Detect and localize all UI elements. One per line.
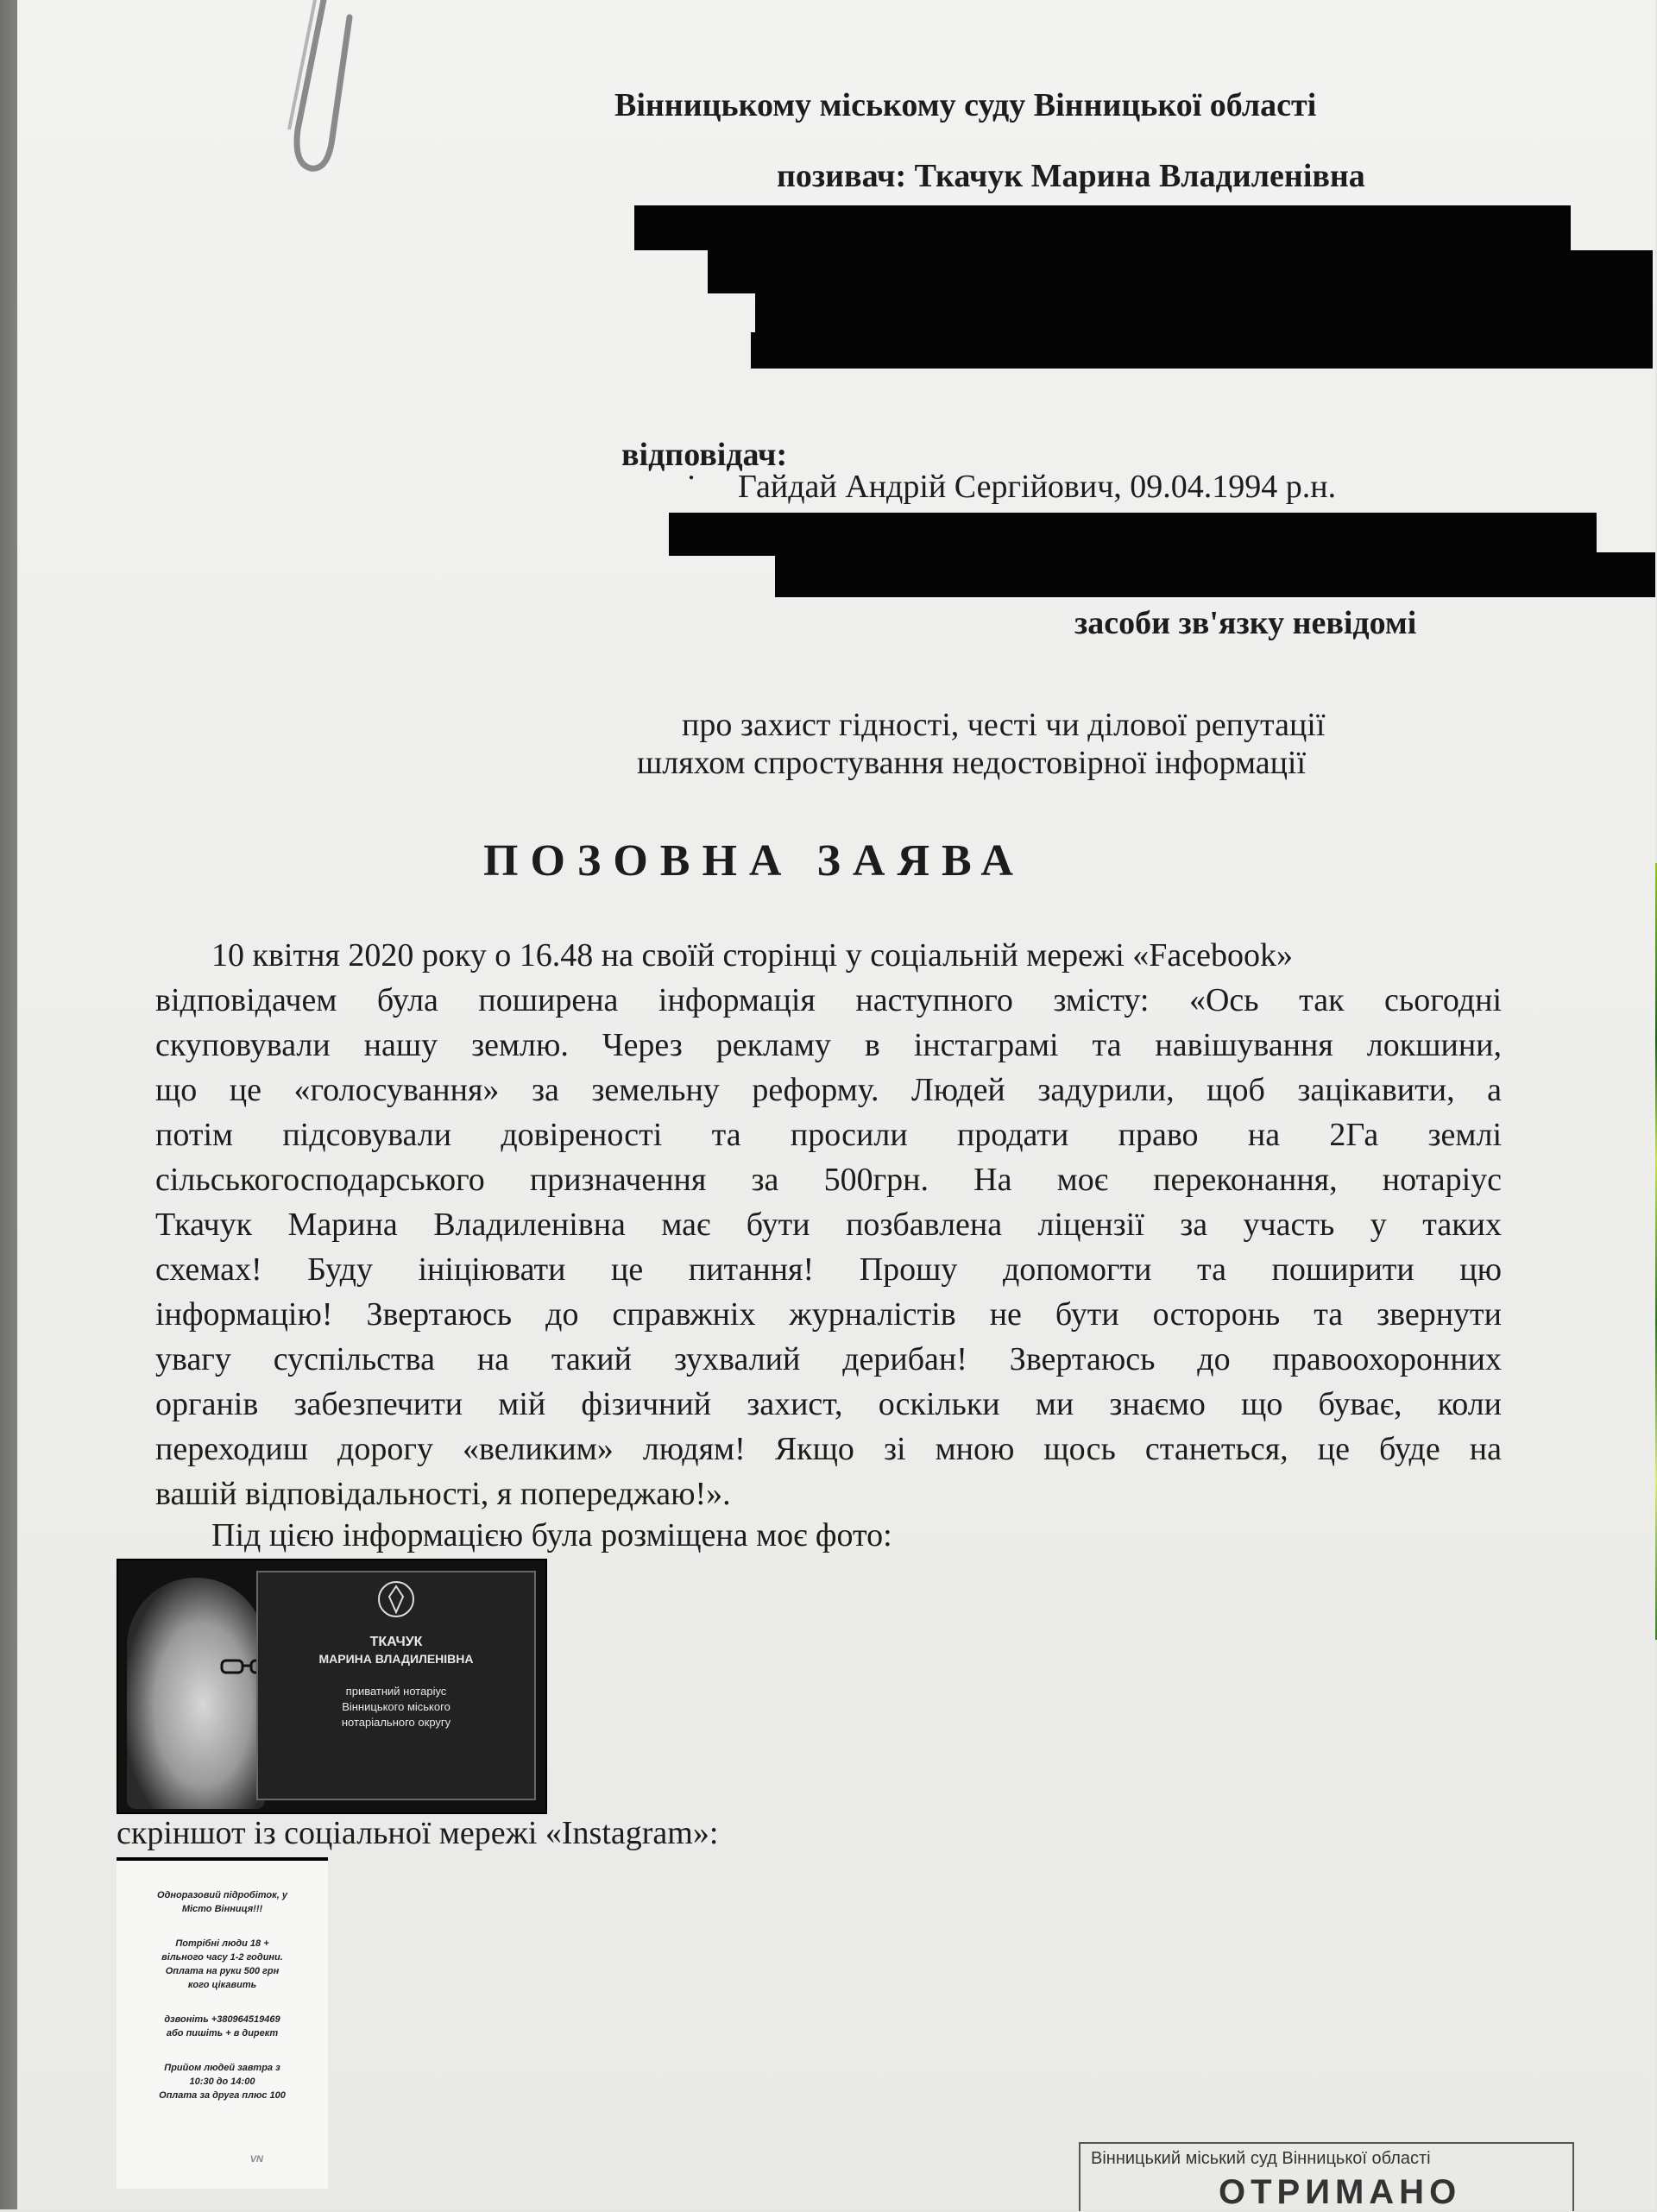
body-line: 10 квітня 2020 року о 16.48 на своїй сторінці у соціальній мережі «Facebook» [211,937,1294,974]
emblem-icon [377,1578,415,1621]
card-name-2: МАРИНА ВЛАДИЛЕНІВНА [318,1652,474,1666]
insta-line: Оплата на руки 500 грн [165,1966,280,1976]
screenshot-caption: скріншот із соціальної мережі «Instagram»: [117,1815,719,1851]
redaction-bar [751,332,1653,369]
defendant-line: Гайдай Андрій Сергійович, 09.04.1994 р.н. [738,469,1337,505]
paper-clip-icon [263,0,358,181]
redaction-bar [669,513,1597,556]
body-line: органів забезпечити мій фізичний захист, оскільки ми знаємо що буває, коли [155,1386,1502,1422]
body-line: увагу суспільства на такий зухвалий дерибан! Звертаюсь до правоохоронних [155,1341,1502,1377]
body-line: скуповували нашу землю. Через рекламу в інстаграмі та навішування локшини, [155,1027,1502,1063]
stamp-received: ОТРИМАНО [1219,2173,1462,2211]
subject-line-2: шляхом спростування недостовірної інформації [637,745,1307,781]
insta-line: Оплата за друга плюс 100 [159,2090,286,2101]
insta-line: VN [249,2154,263,2165]
insta-line: Одноразовий підробіток, у [157,1890,287,1900]
stamp-court: Вінницький міський суд Вінницької області [1091,2149,1431,2168]
subject-line-1: про захист гідності, честі чи ділової репутації [682,707,1326,743]
body-line: що це «голосування» за земельну реформу. Людей задурили, щоб зацікавити, а [155,1072,1502,1108]
card-role-3: нотаріального округу [341,1716,451,1729]
insta-line: дзвоніть +380964519469 [164,2014,280,2025]
document-title: ПОЗОВНА ЗАЯВА [483,836,1025,885]
notary-card [256,1571,536,1800]
body-line: Ткачук Марина Владиленівна має бути позбавлена ліцензії за участь у таких [155,1207,1502,1243]
document-page [17,0,1655,2209]
card-role-2: Вінницького міського [342,1700,450,1713]
insta-line: Прийом людей завтра з [164,2063,280,2073]
redaction-bar [775,552,1655,597]
insta-line: Місто Вінниця!!! [181,1904,263,1914]
insta-line: кого цікавить [187,1980,257,1990]
plaintiff-line: позивач: Ткачук Марина Владиленівна [777,158,1365,194]
photo-intro: Під цією інформацією була розміщена моє фото: [211,1517,892,1553]
profile-photo [117,1559,547,1814]
portrait-image [127,1578,265,1809]
redaction-bar [634,205,1571,250]
body-line: відповідачем була поширена інформація наступного змісту: «Ось так сьогодні [155,982,1502,1018]
insta-line: 10:30 до 14:00 [189,2077,255,2087]
court-addressee: Вінницькому міському суду Вінницької області [614,87,1317,123]
insta-line: або пишіть + в директ [166,2028,279,2039]
redaction-bar [708,250,1653,293]
card-name-1: ТКАЧУК [369,1635,423,1649]
body-line: інформацію! Звертаюсь до справжніх журналістів не бути осторонь та звернути [155,1296,1502,1333]
defendant-label: відповідач: [621,437,788,473]
court-stamp [1079,2142,1574,2211]
insta-line: вільного часу 1-2 години. [161,1952,283,1963]
body-line: схемах! Буду ініціювати це питання! Прошу допомогти та поширити цю [155,1251,1502,1288]
body-line: переходиш дорогу «великим» людям! Якщо зі мною щось станеться, це буде на [155,1431,1502,1467]
bullet-icon: ● [689,473,695,482]
body-line: потім підсовували довіреності та просили продати право на 2Га землі [155,1117,1502,1153]
contacts-line: засоби зв'язку невідомі [1074,605,1417,641]
card-role-1: приватний нотаріус [345,1685,447,1698]
instagram-screenshot [117,1857,328,2189]
body-line: сільськогосподарського призначення за 500грн. На моє переконання, нотаріус [155,1162,1502,1198]
body-line: вашій відповідальності, я попереджаю!». [155,1476,731,1512]
insta-line: Потрібні люди 18 + [175,1938,269,1949]
